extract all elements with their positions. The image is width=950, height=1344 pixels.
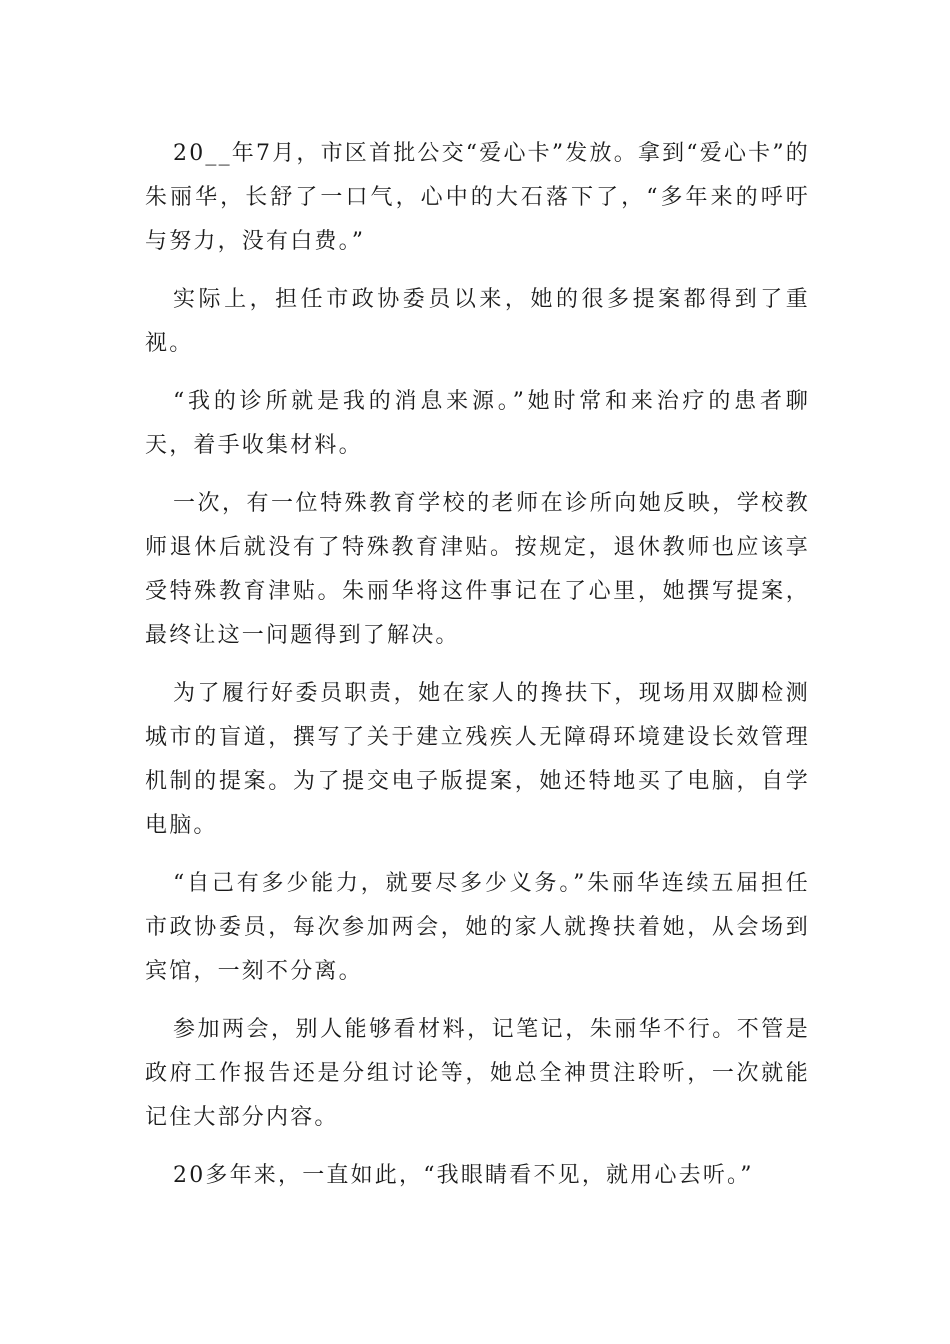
paragraph-8: 20多年来，一直如此，“我眼睛看不见，就用心去听。”	[173, 1163, 754, 1188]
paragraph-4: 一次，有一位特殊教育学校的老师在诊所向她反映，学校教师退休后就没有了特殊教育津贴。按规定，退休教师也应该享受特殊教育津贴。朱丽华将这件事记在了心里，她撰写提案，最终让这一问题得到了解决。	[145, 491, 810, 648]
document-body	[145, 132, 810, 1212]
paragraph-1: 20__年7月，市区首批公交“爱心卡”发放。拿到“爱心卡”的朱丽华，长舒了一口气，心中的大石落下了，“多年来的呼吁与努力，没有白费。”	[145, 141, 810, 254]
paragraph-3: “我的诊所就是我的消息来源。”她时常和来治疗的患者聊天，着手收集材料。	[145, 389, 810, 458]
paragraph-2: 实际上，担任市政协委员以来，她的很多提案都得到了重视。	[145, 287, 810, 356]
paragraph-7: 参加两会，别人能够看材料，记笔记，朱丽华不行。不管是政府工作报告还是分组讨论等，她总全神贯注聆听，一次就能记住大部分内容。	[145, 1017, 810, 1130]
paragraph-5: 为了履行好委员职责，她在家人的搀扶下，现场用双脚检测城市的盲道，撰写了关于建立残疾人无障碍环境建设长效管理机制的提案。为了提交电子版提案，她还特地买了电脑，自学电脑。	[145, 681, 810, 838]
paragraph-6: “自己有多少能力，就要尽多少义务。”朱丽华连续五届担任市政协委员，每次参加两会，她的家人就搀扶着她，从会场到宾馆，一刻不分离。	[145, 871, 810, 984]
